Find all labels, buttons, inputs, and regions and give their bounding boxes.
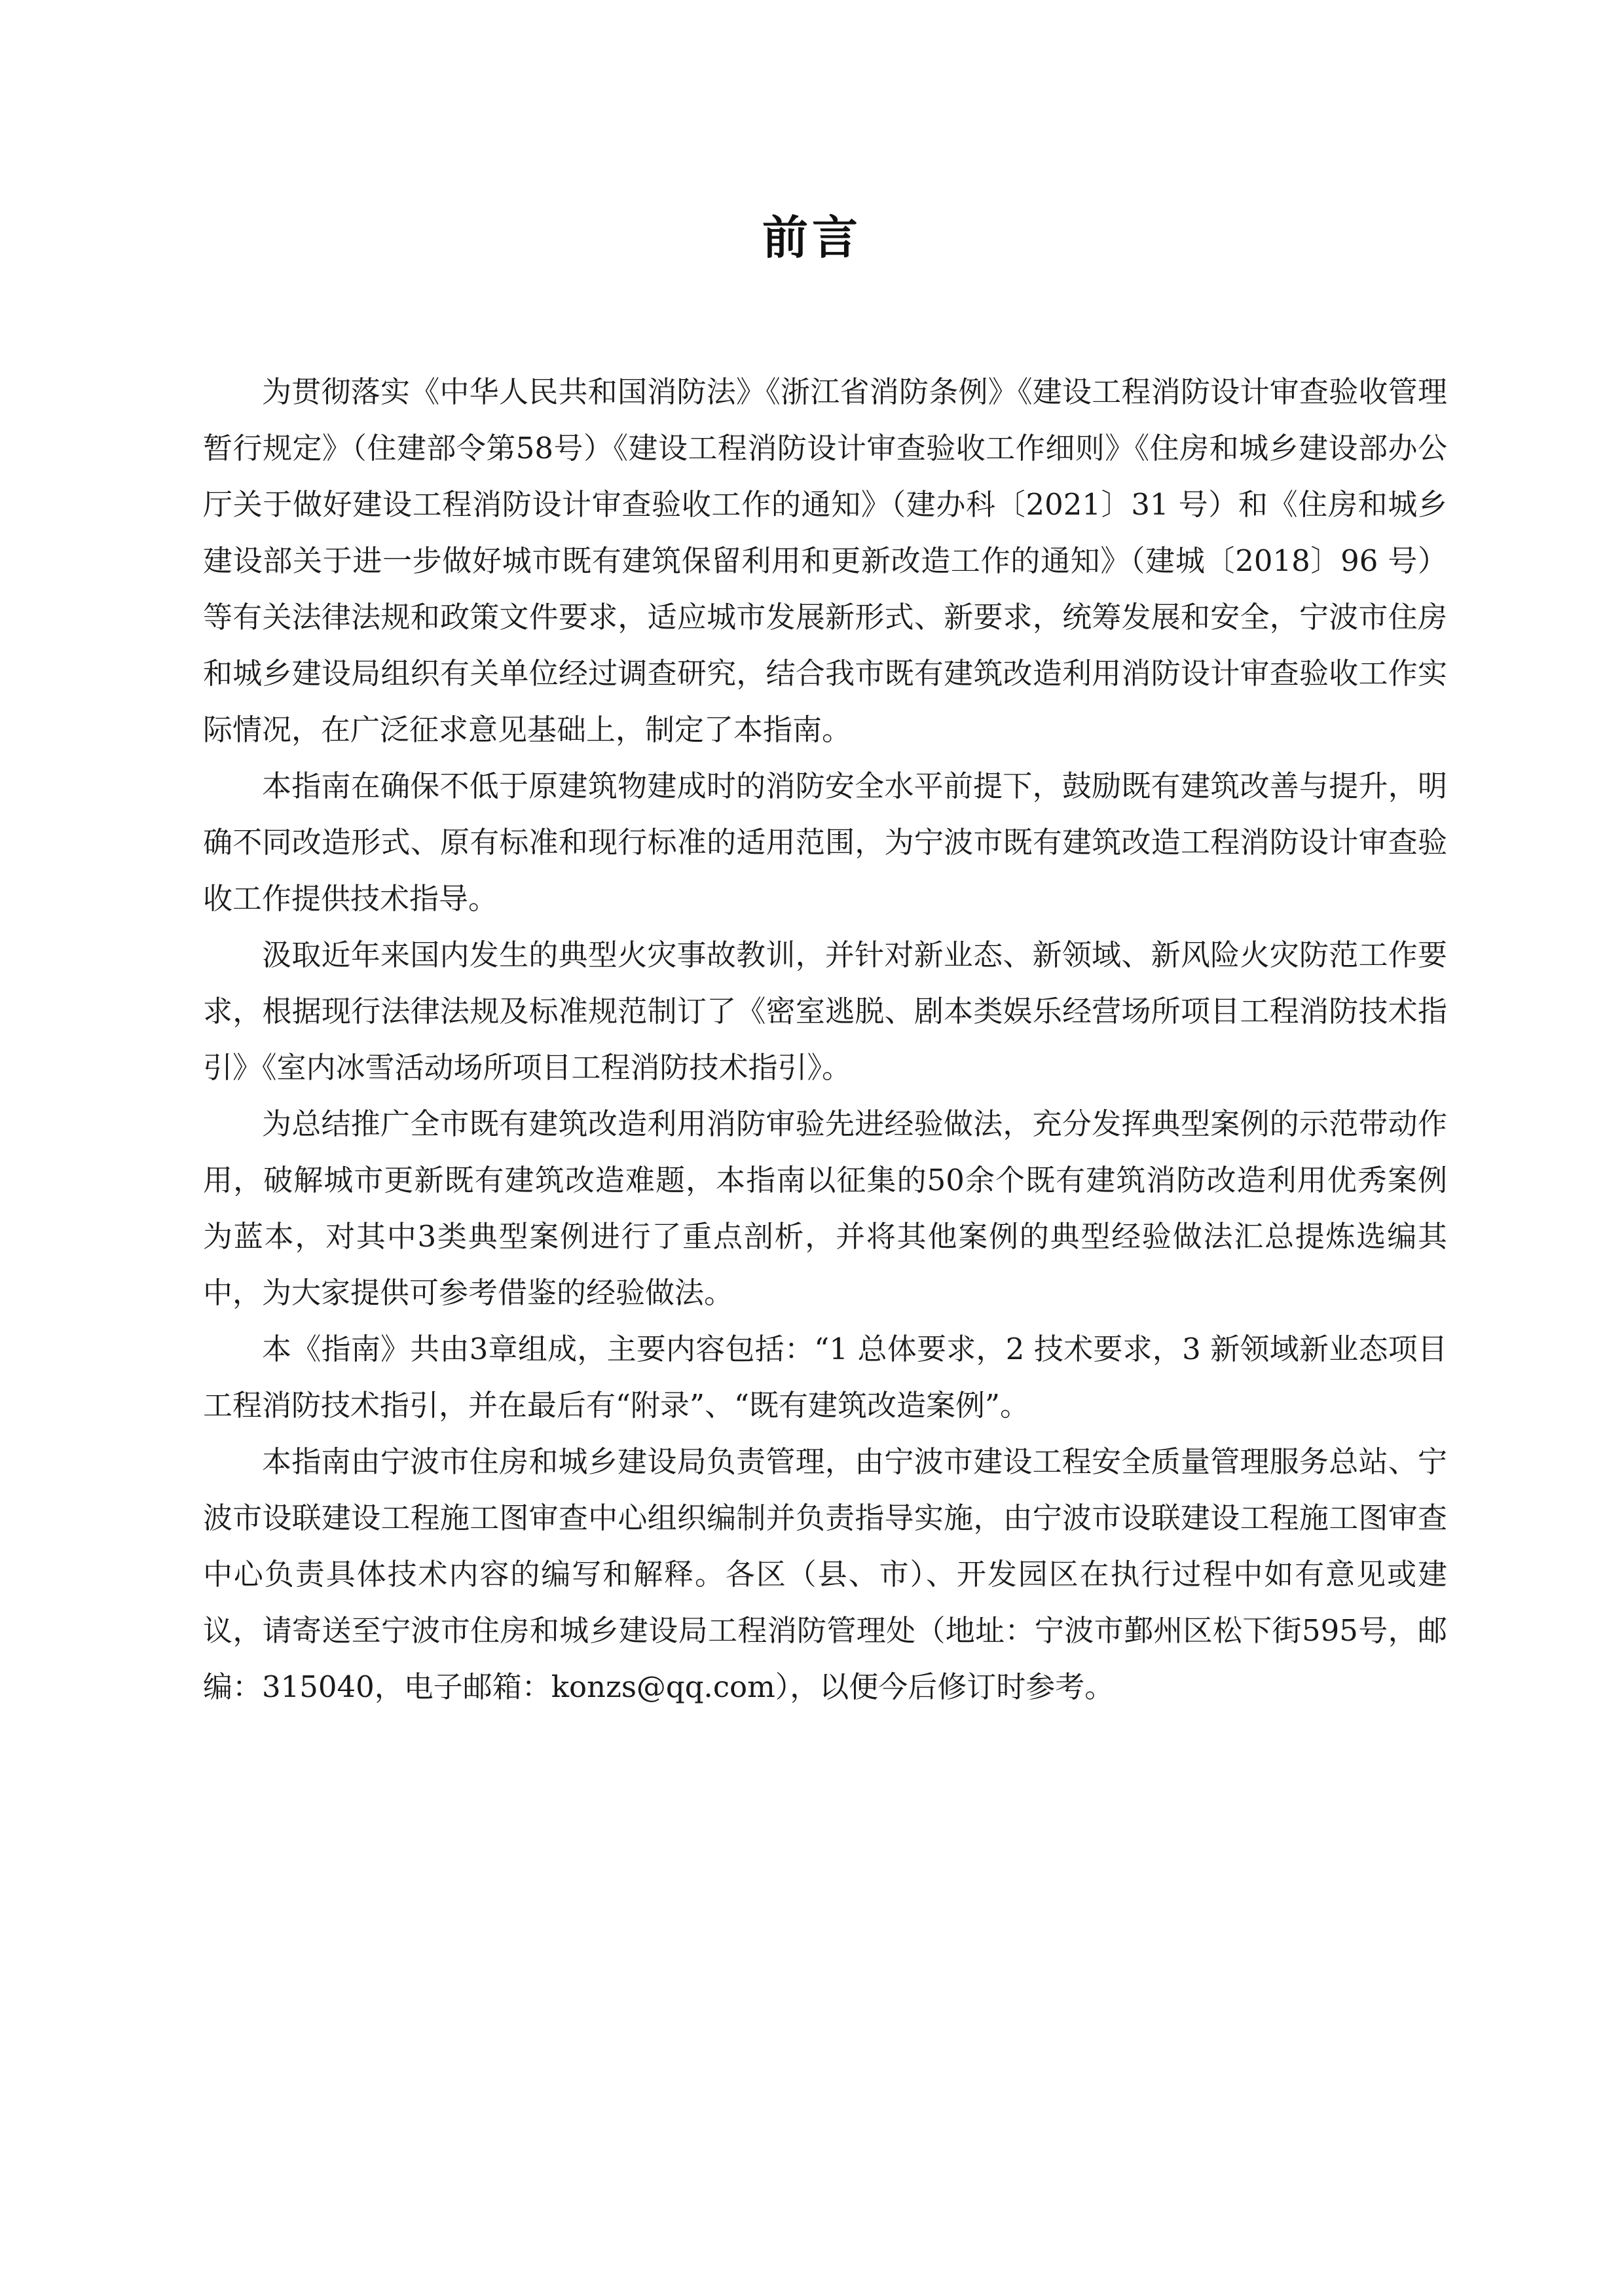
paragraph-3: 汲取近年来国内发生的典型火灾事故教训，并针对新业态、新领域、新风险火灾防范工作要求，根据现行法律法规及标准规范制订了《密室逃脱、剧本类娱乐经营场所项目工程消防技术指引》《室内冰雪活动场所项目工程消防技术指引》。 bbox=[203, 938, 1447, 1085]
paragraph-1: 为贯彻落实《中华人民共和国消防法》《浙江省消防条例》《建设工程消防设计审查验收管理暂行规定》（住建部令第58号）《建设工程消防设计审查验收工作细则》《住房和城乡建设部办公厅关于做好建设工程消防设计审查验收工作的通知》（建办科〔2021〕31 号）和《住房和城乡建设部关于进一步做好城市既有建筑保留利用和更新改造工作的通知》（建城〔2018〕96 号）等有关法律法规和政策文件要求，适应城市发展新形式、新要求，统筹发展和安全，宁波市住房和城乡建设局组织有关单位经过调查研究，结合我市既有建筑改造利用消防设计审查验收工作实际情况，在广泛征求意见基础上，制定了本指南。 bbox=[203, 374, 1447, 747]
paragraph-2: 本指南在确保不低于原建筑物建成时的消防安全水平前提下，鼓励既有建筑改善与提升，明确不同改造形式、原有标准和现行标准的适用范围，为宁波市既有建筑改造工程消防设计审查验收工作提供技术指导。 bbox=[203, 769, 1447, 916]
paragraph-6: 本指南由宁波市住房和城乡建设局负责管理，由宁波市建设工程安全质量管理服务总站、宁波市设联建设工程施工图审查中心组织编制并负责指导实施，由宁波市设联建设工程施工图审查中心负责具体技术内容的编写和解释。各区（县、市）、开发园区在执行过程中如有意见或建议，请寄送至宁波市住房和城乡建设局工程消防管理处（地址：宁波市鄞州区松下街595号，邮编：315040，电子邮箱：konzs@qq.com），以便今后修订时参考。 bbox=[203, 1444, 1447, 1704]
paragraph-5: 本《指南》共由3章组成，主要内容包括：“1 总体要求，2 技术要求，3 新领域新业态项目工程消防技术指引，并在最后有“附录”、“既有建筑改造案例”。 bbox=[203, 1332, 1447, 1423]
preface-body bbox=[203, 364, 1447, 1715]
paragraph-4: 为总结推广全市既有建筑改造利用消防审验先进经验做法，充分发挥典型案例的示范带动作用，破解城市更新既有建筑改造难题，本指南以征集的50余个既有建筑消防改造利用优秀案例为蓝本，对其中3类典型案例进行了重点剖析，并将其他案例的典型经验做法汇总提炼选编其中，为大家提供可参考借鉴的经验做法。 bbox=[203, 1106, 1447, 1310]
page-title: 前言 bbox=[762, 210, 862, 264]
